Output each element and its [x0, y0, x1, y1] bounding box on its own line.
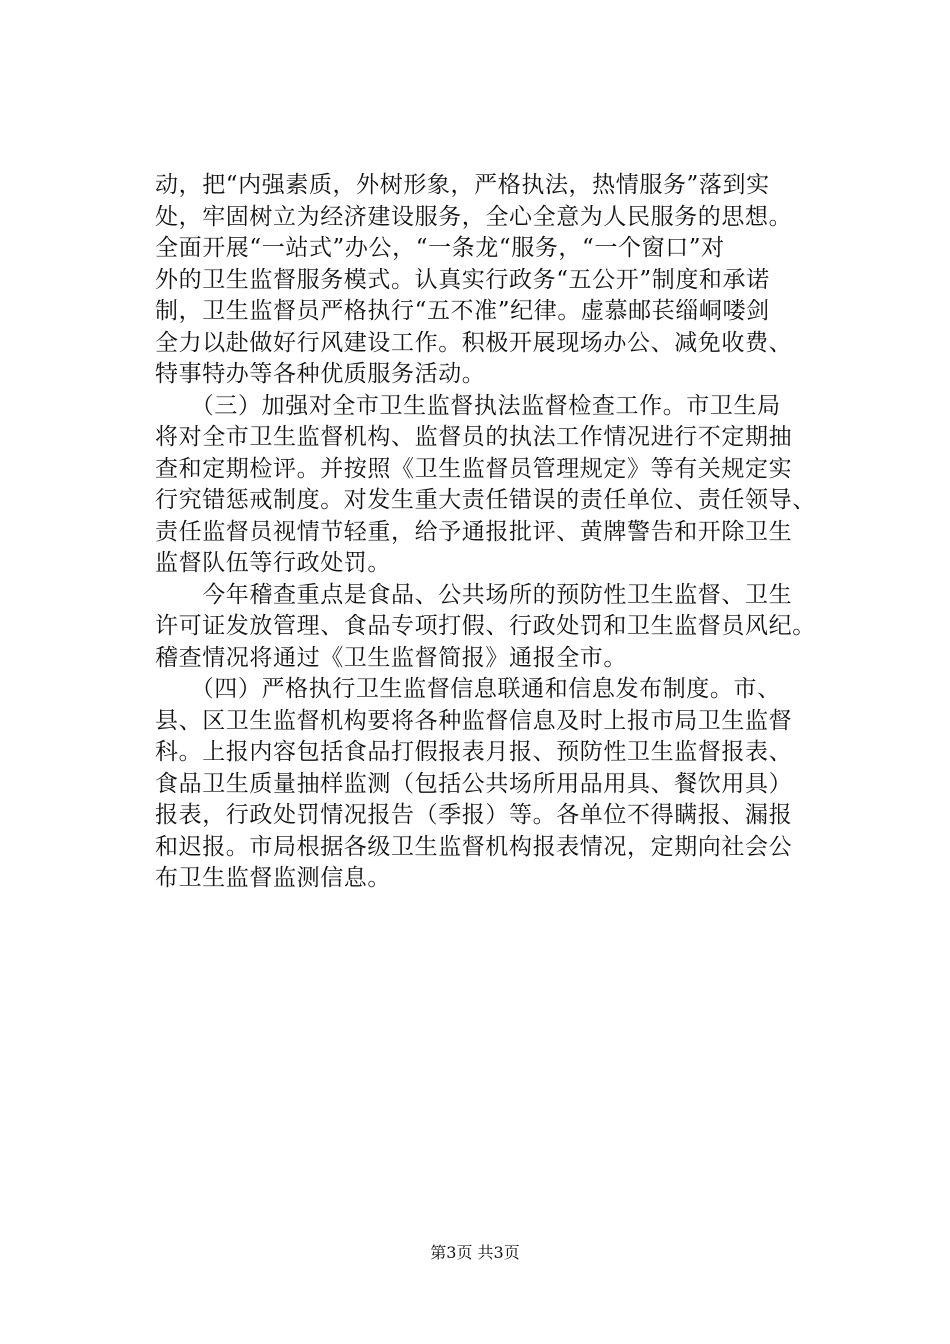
text-line: 动，把“内强素质，外树形象，严格执法，热情服务”落到实	[155, 172, 770, 198]
text-line: （四）严格执行卫生监督信息联通和信息发布制度。市、	[155, 676, 781, 702]
page-number-footer: 第3页 共3页	[430, 1243, 520, 1262]
text-line: 责任监督员视情节轻重，给予通报批评、黄牌警告和开除卫生	[155, 518, 793, 545]
text-line: 特事特办等各种优质服务活动。	[155, 361, 486, 387]
text-line: 报表，行政处罚情况报告（季报）等。各单位不得瞒报、漏报	[155, 802, 793, 828]
text-line: 科。上报内容包括食品打假报表月报、预防性卫生监督报表、	[155, 739, 793, 765]
text-line: 处，牢固树立为经济建设服务，全心全意为人民服务的思想。	[155, 203, 793, 230]
text-line: 全面开展“一站式”办公，“一条龙“服务，“一个窗口”对	[155, 235, 725, 261]
text-line: 行究错惩戒制度。对发生重大责任错误的责任单位、责任领导、	[155, 487, 816, 513]
text-line: 县、区卫生监督机构要将各种监督信息及时上报市局卫生监督	[155, 707, 793, 734]
text-line: 和迟报。市局根据各级卫生监督机构报表情况，定期向社会公	[155, 833, 793, 860]
text-line: （三）加强对全市卫生监督执法监督检查工作。市卫生局	[155, 392, 781, 419]
document-body	[155, 170, 855, 895]
text-line: 查和定期检评。并按照《卫生监督员管理规定》等有关规定实	[155, 455, 793, 482]
text-line: 全力以赴做好行风建设工作。积极开展现场办公、减免收费、	[155, 329, 793, 356]
text-line: 许可证发放管理、食品专项打假、行政处罚和卫生监督员风纪。	[155, 613, 816, 639]
text-line: 将对全市卫生监督机构、监督员的执法工作情况进行不定期抽	[155, 424, 793, 450]
text-line: 布卫生监督监测信息。	[155, 865, 391, 891]
text-line: 监督队伍等行政处罚。	[155, 550, 391, 576]
text-line: 食品卫生质量抽样监测（包括公共场所用品用具、餐饮用具）	[155, 770, 793, 797]
text-line: 制，卫生监督员严格执行“五不准”纪律。虚慕邮苌缁峒喽剑	[155, 298, 770, 324]
text-line: 稽查情况将通过《卫生监督简报》通报全市。	[155, 644, 627, 671]
text-line: 今年稽查重点是食品、公共场所的预防性卫生监督、卫生	[155, 581, 793, 608]
text-line: 外的卫生监督服务模式。认真实行政务“五公开”制度和承诺	[155, 266, 770, 293]
